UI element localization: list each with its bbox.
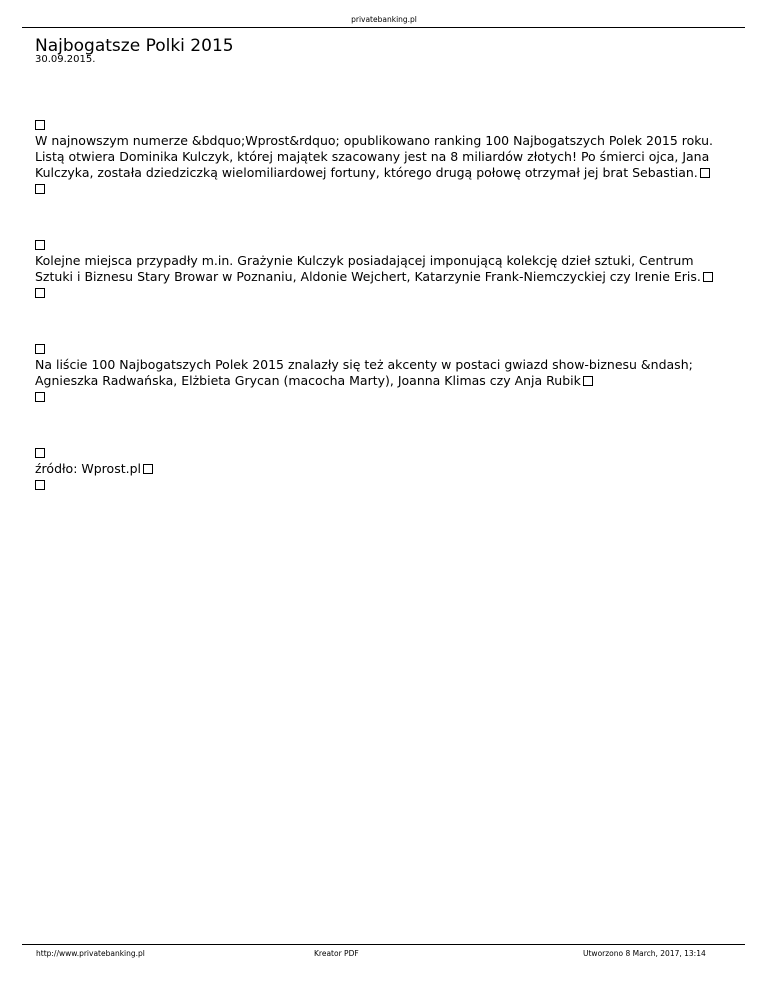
footer-divider: [22, 944, 745, 945]
article-title: Najbogatsze Polki 2015: [35, 36, 234, 56]
missing-glyph-icon: [143, 464, 153, 474]
paragraph-text: Kolejne miejsca przypadły m.in. Grażynie Kulczyk posiadającej imponującą kolekcję dzieł sztuki, Centrum Sztuki i Biznesu Stary Browar w Poznaniu, Aldonie Wejchert, Katarzynie Frank-Niemczyckiej czy Irenie Eris.: [35, 253, 735, 285]
footer-created-date: Utworzono 8 March, 2017, 13:14: [583, 949, 706, 958]
missing-glyph-icon: [35, 288, 45, 298]
missing-glyph-icon: [35, 184, 45, 194]
missing-glyph-icon: [35, 480, 45, 490]
header-site-name: privatebanking.pl: [351, 15, 417, 24]
paragraph-text: Na liście 100 Najbogatszych Polek 2015 znalazły się też akcenty w postaci gwiazd show-biznesu &ndash; Agnieszka Radwańska, Elżbieta Grycan (macocha Marty), Joanna Klimas czy Anja Rubik: [35, 357, 693, 388]
missing-glyph-icon: [35, 120, 45, 130]
article-body: [35, 117, 735, 533]
paragraph-text: W najnowszym numerze &bdquo;Wprost&rdquo; opublikowano ranking 100 Najbogatszych Polek 2015 roku. Listą otwiera Dominika Kulczyk, której majątek szacowany jest na 8 miliardów złotych! Po śmierci ojca, Jana Kulczyka, została dziedziczką wielomiliardowej fortuny, którego drugą połowę otrzymał jej brat Sebastian.: [35, 133, 714, 180]
paragraph-block: [35, 445, 735, 493]
missing-glyph-icon: [703, 272, 713, 282]
footer-creator: Kreator PDF: [314, 949, 359, 958]
paragraph-block: [35, 341, 735, 405]
article-date: 30.09.2015.: [35, 54, 96, 65]
missing-glyph-icon: [35, 448, 45, 458]
missing-glyph-icon: [583, 376, 593, 386]
paragraph-block: [35, 117, 735, 197]
missing-glyph-icon: [35, 344, 45, 354]
header-divider: [22, 27, 745, 28]
missing-glyph-icon: [35, 240, 45, 250]
paragraph-block: [35, 237, 735, 301]
missing-glyph-icon: [35, 392, 45, 402]
footer-url: http://www.privatebanking.pl: [36, 949, 145, 958]
missing-glyph-icon: [700, 168, 710, 178]
source-text: źródło: Wprost.pl: [35, 461, 735, 477]
